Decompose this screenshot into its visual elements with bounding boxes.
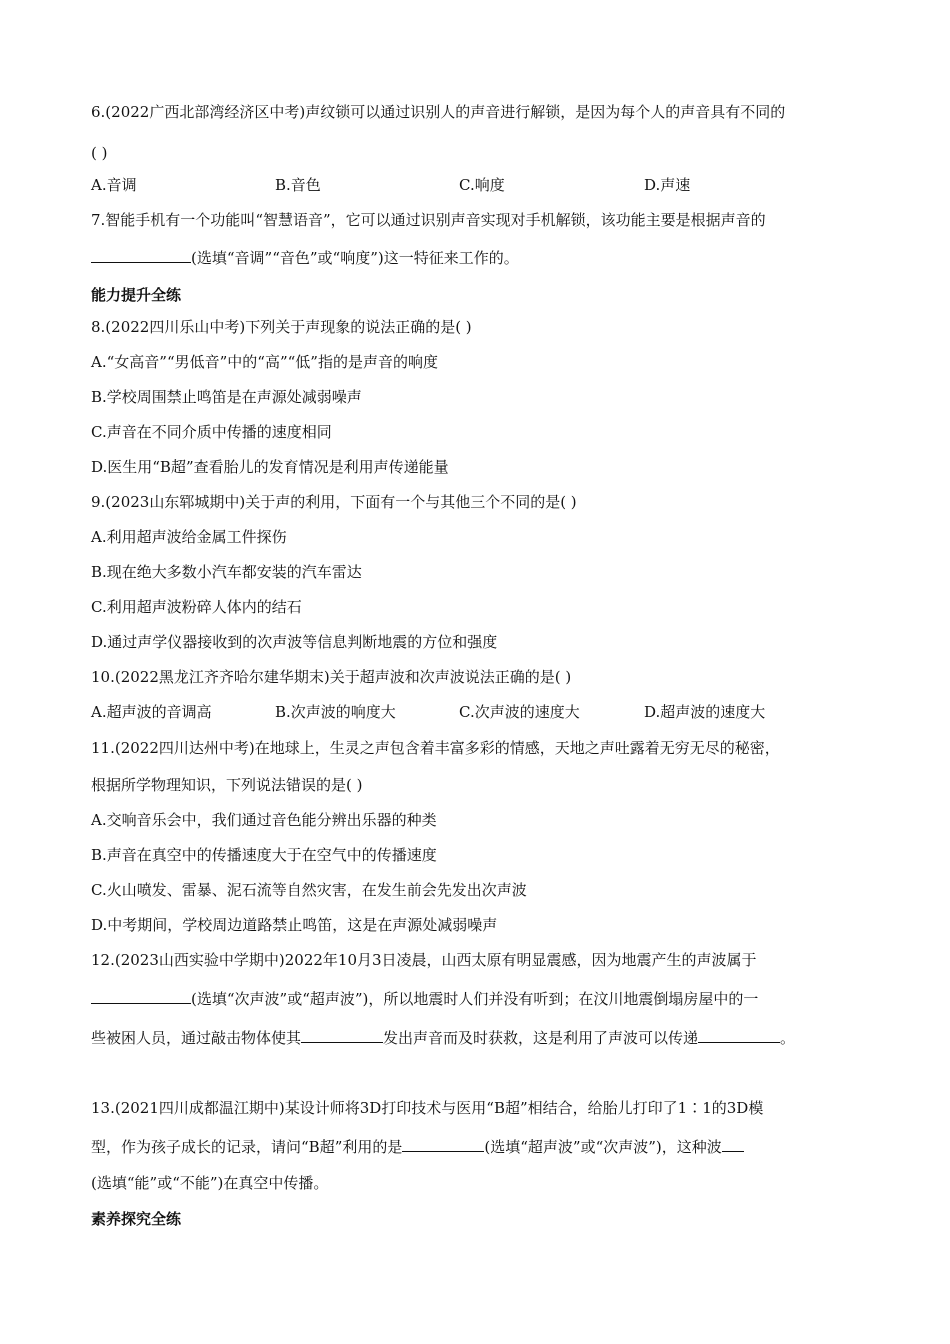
q12-line2-text: (选填“次声波”或“超声波”)，所以地震时人们并没有听到；在汶川地震倒塌房屋中的一 (191, 990, 759, 1008)
q10-option-a: A.超声波的音调高 (91, 703, 212, 721)
q6-option-a: A.音调 (91, 176, 137, 194)
q9-stem: 9.(2023山东郓城期中)关于声的利用，下面有一个与其他三个不同的是( ) (91, 493, 577, 511)
q13-blank-1 (402, 1136, 484, 1152)
q9-option-b: B.现在绝大多数小汽车都安装的汽车雷达 (91, 563, 362, 581)
q11-stem-line1: 11.(2022四川达州中考)在地球上，生灵之声包含着丰富多彩的情感，天地之声吐露着无穷无尽的秘密， (91, 739, 780, 757)
q12-blank-3 (698, 1027, 780, 1043)
q8-stem: 8.(2022四川乐山中考)下列关于声现象的说法正确的是( ) (91, 318, 472, 336)
q10-option-c: C.次声波的速度大 (459, 703, 580, 721)
q6-answer-paren: ( ) (91, 144, 108, 162)
q11-stem-line2: 根据所学物理知识，下列说法错误的是( ) (91, 776, 363, 794)
q11-option-b: B.声音在真空中的传播速度大于在空气中的传播速度 (91, 846, 437, 864)
q8-option-c: C.声音在不同介质中传播的速度相同 (91, 423, 332, 441)
q13-line2 (91, 1136, 744, 1157)
q8-option-b: B.学校周围禁止鸣笛是在声源处减弱噪声 (91, 388, 362, 406)
q6-options (91, 175, 861, 195)
q13-line2-text-b: (选填“超声波”或“次声波”)，这种波 (484, 1138, 722, 1156)
q12-line3-text-a: 些被困人员，通过敲击物体使其 (91, 1029, 302, 1047)
q11-option-c: C.火山喷发、雷暴、泥石流等自然灾害，在发生前会先发出次声波 (91, 881, 527, 899)
q12-blank-2 (301, 1027, 383, 1043)
q13-line3: (选填“能”或“不能”)在真空中传播。 (91, 1174, 329, 1192)
section-heading-literacy: 素养探究全练 (91, 1210, 182, 1228)
q9-option-d: D.通过声学仪器接收到的次声波等信息判断地震的方位和强度 (91, 633, 498, 651)
section-heading-ability: 能力提升全练 (91, 286, 182, 304)
q10-option-d: D.超声波的速度大 (644, 703, 766, 721)
q10-options (91, 702, 861, 722)
q12-line2 (91, 988, 758, 1009)
q13-blank-2 (722, 1136, 744, 1152)
q7-line2 (91, 247, 519, 268)
q7-stem: 7.智能手机有一个功能叫“智慧语音”，它可以通过识别声音实现对手机解锁，该功能主要是根据声音的 (91, 211, 766, 229)
q12-line3 (91, 1027, 795, 1048)
q11-option-a: A.交响音乐会中，我们通过音色能分辨出乐器的种类 (91, 811, 437, 829)
q7-blank (91, 247, 191, 263)
q10-option-b: B.次声波的响度大 (275, 703, 396, 721)
q12-stem-line1: 12.(2023山西实验中学期中)2022年10月3日凌晨，山西太原有明显震感，因为地震产生的声波属于 (91, 951, 757, 969)
q13-stem-line1: 13.(2021四川成都温江期中)某设计师将3D打印技术与医用“B超”相结合，给胎儿打印了1∶1的3D模 (91, 1099, 764, 1117)
q6-option-c: C.响度 (459, 176, 505, 194)
q12-line3-text-b: 发出声音而及时获救，这是利用了声波可以传递 (383, 1029, 699, 1047)
q8-option-d: D.医生用“B超”查看胎儿的发育情况是利用声传递能量 (91, 458, 449, 476)
q7-tail: (选填“音调”“音色”或“响度”)这一特征来工作的。 (191, 249, 519, 267)
q10-stem: 10.(2022黑龙江齐齐哈尔建华期末)关于超声波和次声波说法正确的是( ) (91, 668, 572, 686)
q11-option-d: D.中考期间，学校周边道路禁止鸣笛，这是在声源处减弱噪声 (91, 916, 498, 934)
q12-blank-1 (91, 988, 191, 1004)
q6-option-d: D.声速 (644, 176, 691, 194)
q9-option-a: A.利用超声波给金属工件探伤 (91, 528, 287, 546)
q13-line2-text-a: 型，作为孩子成长的记录，请问“B超”利用的是 (91, 1138, 403, 1156)
q6-stem: 6.(2022广西北部湾经济区中考)声纹锁可以通过识别人的声音进行解锁，是因为每个人的声音具有不同的 (91, 103, 786, 121)
q6-option-b: B.音色 (275, 176, 321, 194)
q9-option-c: C.利用超声波粉碎人体内的结石 (91, 598, 302, 616)
q12-line3-text-c: 。 (780, 1029, 796, 1047)
q8-option-a: A.“女高音”“男低音”中的“高”“低”指的是声音的响度 (91, 353, 438, 371)
